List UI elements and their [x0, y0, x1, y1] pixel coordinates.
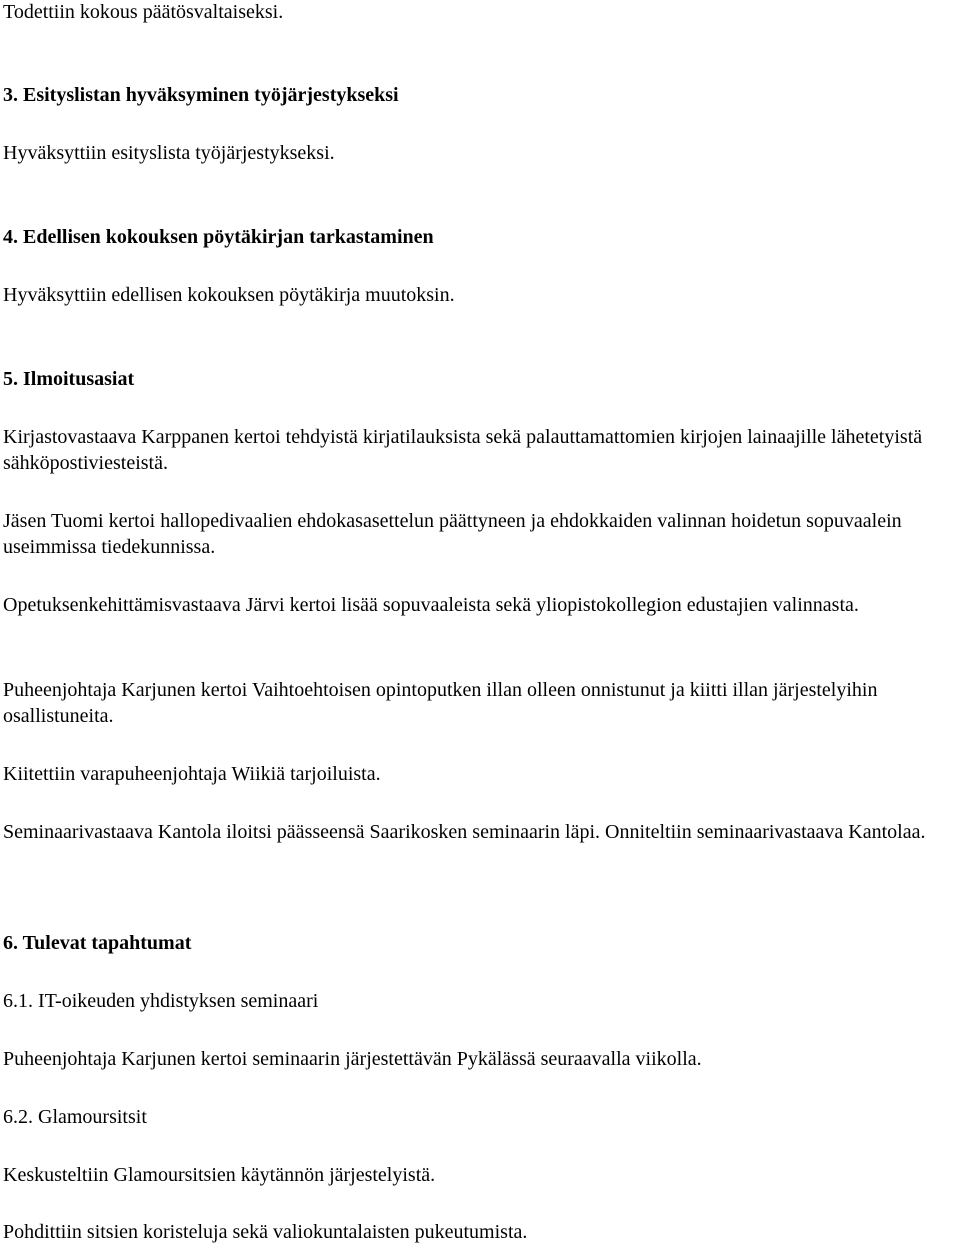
section-5-paragraph-5: Kiitettiin varapuheenjohtaja Wiikiä tarjoiluista. — [3, 763, 381, 785]
section-4-heading: 4. Edellisen kokouksen pöytäkirjan tarkastaminen — [3, 226, 434, 248]
section-4-paragraph: Hyväksyttiin edellisen kokouksen pöytäkirja muutoksin. — [3, 284, 455, 306]
intro-paragraph: Todettiin kokous päätösvaltaiseksi. — [3, 1, 284, 23]
section-6-heading: 6. Tulevat tapahtumat — [3, 932, 192, 954]
section-5-paragraph-2: Jäsen Tuomi kertoi hallopedivaalien ehdokasasettelun päättyneen ja ehdokkaiden valinnan hoidetun sopuvaalein useimmissa tiedekunnissa. — [3, 510, 902, 558]
subsection-6-1-heading: 6.1. IT-oikeuden yhdistyksen seminaari — [3, 990, 319, 1012]
subsection-6-2-heading: 6.2. Glamoursitsit — [3, 1106, 147, 1128]
section-5-paragraph-1: Kirjastovastaava Karppanen kertoi tehdyistä kirjatilauksista sekä palauttamattomien kirjojen lainaajille lähetetyistä sähköpostiviesteistä. — [3, 426, 923, 474]
subsection-6-2-paragraph-2: Pohdittiin sitsien koristeluja sekä valiokuntalaisten pukeutumista. — [3, 1221, 528, 1243]
subsection-6-1-paragraph: Puheenjohtaja Karjunen kertoi seminaarin järjestettävän Pykälässä seuraavalla viikolla. — [3, 1048, 702, 1070]
section-5-paragraph-6: Seminaarivastaava Kantola iloitsi päässeensä Saarikosken seminaarin läpi. Onniteltiin seminaarivastaava Kantolaa. — [3, 821, 926, 843]
section-5-heading: 5. Ilmoitusasiat — [3, 368, 135, 390]
section-3-heading: 3. Esityslistan hyväksyminen työjärjestykseksi — [3, 84, 399, 106]
section-3-paragraph: Hyväksyttiin esityslista työjärjestykseksi. — [3, 142, 335, 164]
subsection-6-2-paragraph-1: Keskusteltiin Glamoursitsien käytännön järjestelyistä. — [3, 1164, 436, 1186]
section-5-paragraph-3: Opetuksenkehittämisvastaava Järvi kertoi lisää sopuvaaleista sekä yliopistokollegion edustajien valinnasta. — [3, 594, 859, 616]
section-5-paragraph-4: Puheenjohtaja Karjunen kertoi Vaihtoehtoisen opintoputken illan olleen onnistunut ja kiitti illan järjestelyihin osallistuneita. — [3, 679, 878, 727]
